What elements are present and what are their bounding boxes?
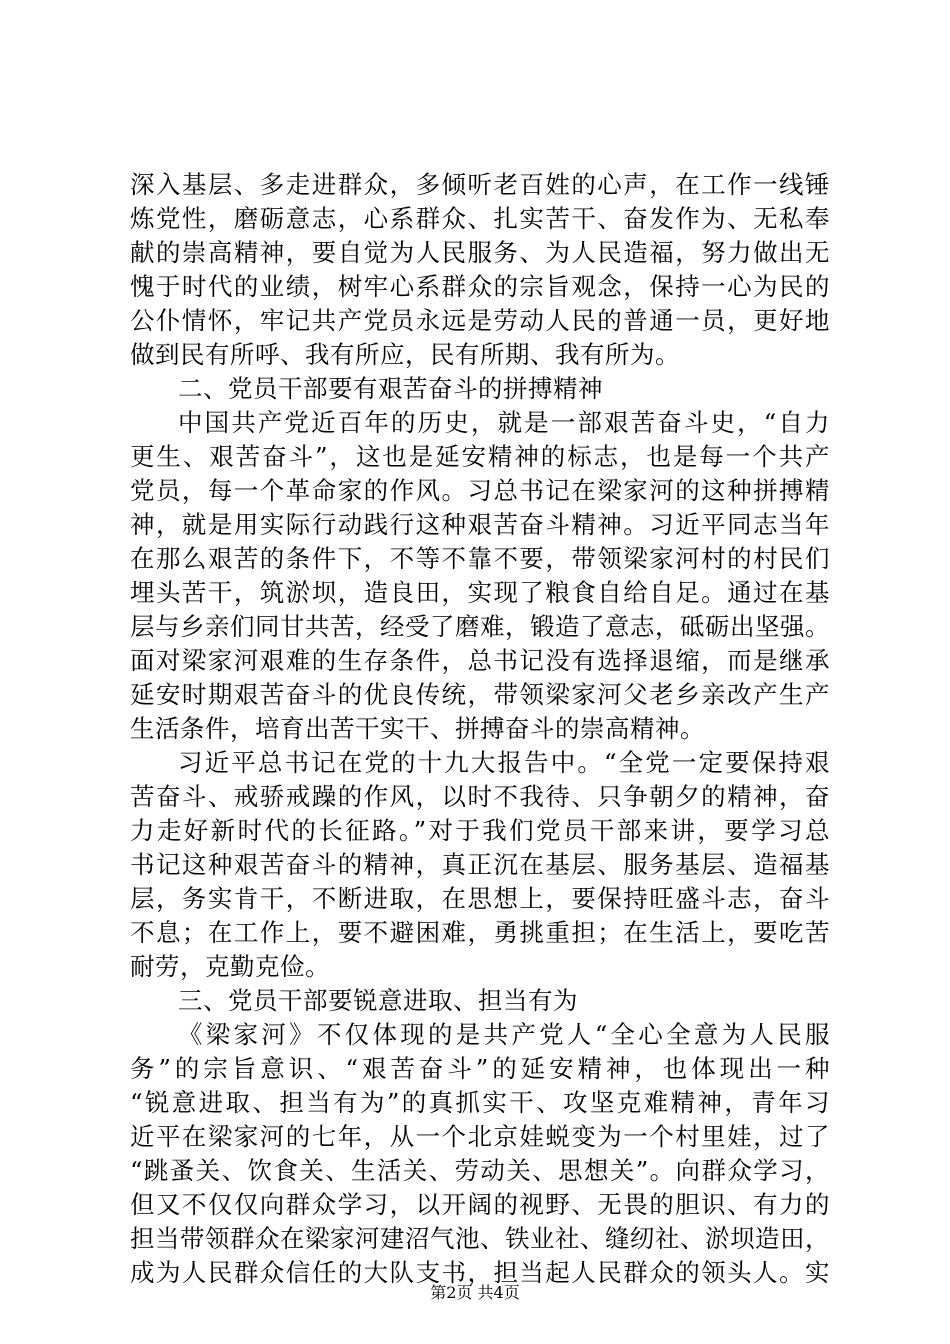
text-line: 在那么艰苦的条件下，不等不靠不要，带领梁家河村的村民们	[130, 544, 830, 573]
text-line: “跳蚤关、饮食关、生活关、劳动关、思想关”。向群众学习，	[130, 1156, 830, 1185]
text-line: “锐意进取、担当有为”的真抓实干、攻坚克难精神，青年习	[130, 1088, 830, 1117]
text-line: 务”的宗旨意识、“艰苦奋斗”的延安精神，也体现出一种	[130, 1054, 830, 1083]
text-line: 苦奋斗、戒骄戒躁的作风，以时不我待、只争朝夕的精神，奋	[130, 782, 830, 811]
text-line: 愧于时代的业绩，树牢心系群众的宗旨观念，保持一心为民的	[130, 272, 830, 301]
text-line: 但又不仅仅向群众学习，以开阔的视野、无畏的胆识、有力的	[130, 1190, 830, 1219]
paragraph-first-line: 习近平总书记在党的十九大报告中。“全党一定要保持艰	[178, 748, 830, 777]
text-line: 成为人民群众信任的大队支书，担当起人民群众的领头人。实	[130, 1258, 830, 1287]
text-line: 炼党性，磨砺意志，心系群众、扎实苦干、奋发作为、无私奉	[130, 204, 830, 233]
text-line: 层，务实肯干，不断进取，在思想上，要保持旺盛斗志，奋斗	[130, 884, 830, 913]
section-heading: 二、党员干部要有艰苦奋斗的拼搏精神	[178, 374, 603, 403]
text-line: 层与乡亲们同甘共苦，经受了磨难，锻造了意志，砥砺出坚强。	[130, 612, 830, 641]
text-line: 力走好新时代的长征路。”对于我们党员干部来讲，要学习总	[130, 816, 830, 845]
text-line: 深入基层、多走进群众，多倾听老百姓的心声，在工作一线锤	[130, 170, 830, 199]
text-line: 延安时期艰苦奋斗的优良传统，带领梁家河父老乡亲改产生产	[130, 680, 830, 709]
text-line: 公仆情怀，牢记共产党员永远是劳动人民的普通一员，更好地	[130, 306, 830, 335]
text-line: 更生、艰苦奋斗”，这也是延安精神的标志，也是每一个共产	[130, 442, 830, 471]
text-line: 党员，每一个革命家的作风。习总书记在梁家河的这种拼搏精	[130, 476, 830, 505]
page-footer: 第2页 共4页	[430, 1283, 520, 1302]
text-line: 面对梁家河艰难的生存条件，总书记没有选择退缩，而是继承	[130, 646, 830, 675]
paragraph-first-line: 《梁家河》不仅体现的是共产党人“全心全意为人民服	[178, 1020, 830, 1049]
text-line: 做到民有所呼、我有所应，民有所期、我有所为。	[130, 340, 680, 369]
text-line: 献的崇高精神，要自觉为人民服务、为人民造福，努力做出无	[130, 238, 830, 267]
paragraph-first-line: 中国共产党近百年的历史，就是一部艰苦奋斗史，“自力	[178, 408, 830, 437]
text-line: 埋头苦干，筑淤坝，造良田，实现了粮食自给自足。通过在基	[130, 578, 830, 607]
text-line: 神，就是用实际行动践行这种艰苦奋斗精神。习近平同志当年	[130, 510, 830, 539]
text-line: 担当带领群众在梁家河建沼气池、铁业社、缝纫社、淤坝造田，	[130, 1224, 830, 1253]
text-line: 耐劳，克勤克俭。	[130, 952, 330, 981]
body-text	[130, 168, 830, 1290]
text-line: 生活条件，培育出苦干实干、拼搏奋斗的崇高精神。	[130, 714, 705, 743]
text-line: 不息；在工作上，要不避困难，勇挑重担；在生活上，要吃苦	[130, 918, 830, 947]
text-line: 近平在梁家河的七年，从一个北京娃蜕变为一个村里娃，过了	[130, 1122, 830, 1151]
text-line: 书记这种艰苦奋斗的精神，真正沉在基层、服务基层、造福基	[130, 850, 830, 879]
section-heading: 三、党员干部要锐意进取、担当有为	[178, 986, 578, 1015]
